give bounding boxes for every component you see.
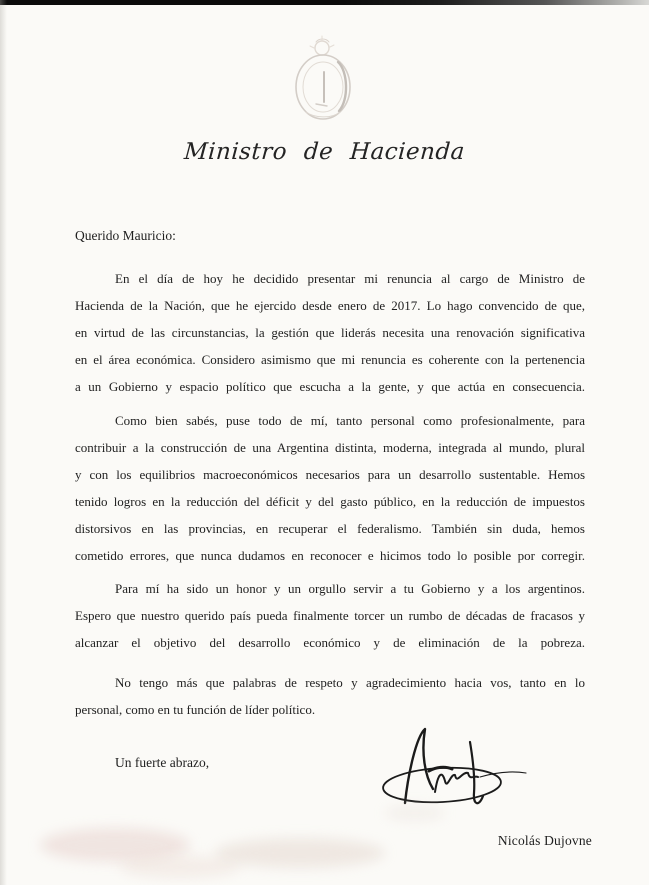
letter-line: Hacienda de la Nación, que he ejercido desde enero de 2017. Lo hago convencido de que, (75, 298, 585, 313)
letter-line: Para mí ha sido un honor y un orgullo servir a tu Gobierno y a los argentinos. (115, 581, 585, 596)
letterhead-title: Ministro de Hacienda (183, 139, 466, 165)
letter-line: personal, como en tu función de líder político. (75, 702, 316, 717)
letter-line: y con los equilibrios macroeconómicos necesarios para un desarrollo sustentable. Hemos (75, 467, 585, 482)
letter-line: No tengo más que palabras de respeto y agradecimiento hacia vos, tanto en lo (115, 675, 585, 690)
letter-line: alcanzar el objetivo del desarrollo económico y de eliminación de la pobreza. (75, 635, 585, 650)
letter-body (75, 222, 585, 776)
letter-line: tenido logros en la reducción del déficit y del gasto público, en la reducción de impuestos (75, 494, 585, 509)
handwritten-signature-icon (375, 715, 535, 820)
scan-smudge (120, 856, 240, 878)
scan-smudge (385, 805, 445, 821)
closing-line: Un fuerte abrazo, (115, 755, 210, 770)
letter-line: contribuir a la construcción de una Argentina distinta, moderna, integrada al mundo, plural (75, 440, 585, 455)
paragraph-1 (75, 265, 585, 400)
scan-smudge (215, 838, 385, 868)
signer-name: Nicolás Dujovne (497, 833, 592, 848)
letter-line: Espero que nuestro querido país pueda finalmente torcer un rumbo de décadas de fracasos y (75, 608, 585, 623)
scan-edge-top (0, 0, 649, 5)
letter-line: en virtud de las circunstancias, la gestión que liderás necesita una renovación significativa (75, 325, 585, 340)
letter-line: a un Gobierno y espacio político que escucha a la gente, y que actúa en consecuencia. (75, 379, 585, 394)
scan-edge-left (0, 0, 7, 885)
letter-line: distorsivos en las provincias, en recuperar el federalismo. También sin duda, hemos (75, 521, 585, 536)
paragraph-3 (75, 575, 585, 656)
letter-line: en el área económica. Considero asimismo que mi renuncia es coherente con la pertenencia (75, 352, 585, 367)
letter-line: Como bien sabés, puse todo de mí, tanto personal como profesionalmente, para (115, 413, 585, 428)
salutation: Querido Mauricio: (75, 228, 176, 243)
letter-line: En el día de hoy he decidido presentar mi renuncia al cargo de Ministro de (115, 271, 585, 286)
letter-line: cometido errores, que nunca dudamos en reconocer e hicimos todo lo posible por corregir. (75, 548, 585, 563)
paragraph-2 (75, 407, 585, 569)
coat-of-arms-seal-icon (286, 32, 362, 128)
